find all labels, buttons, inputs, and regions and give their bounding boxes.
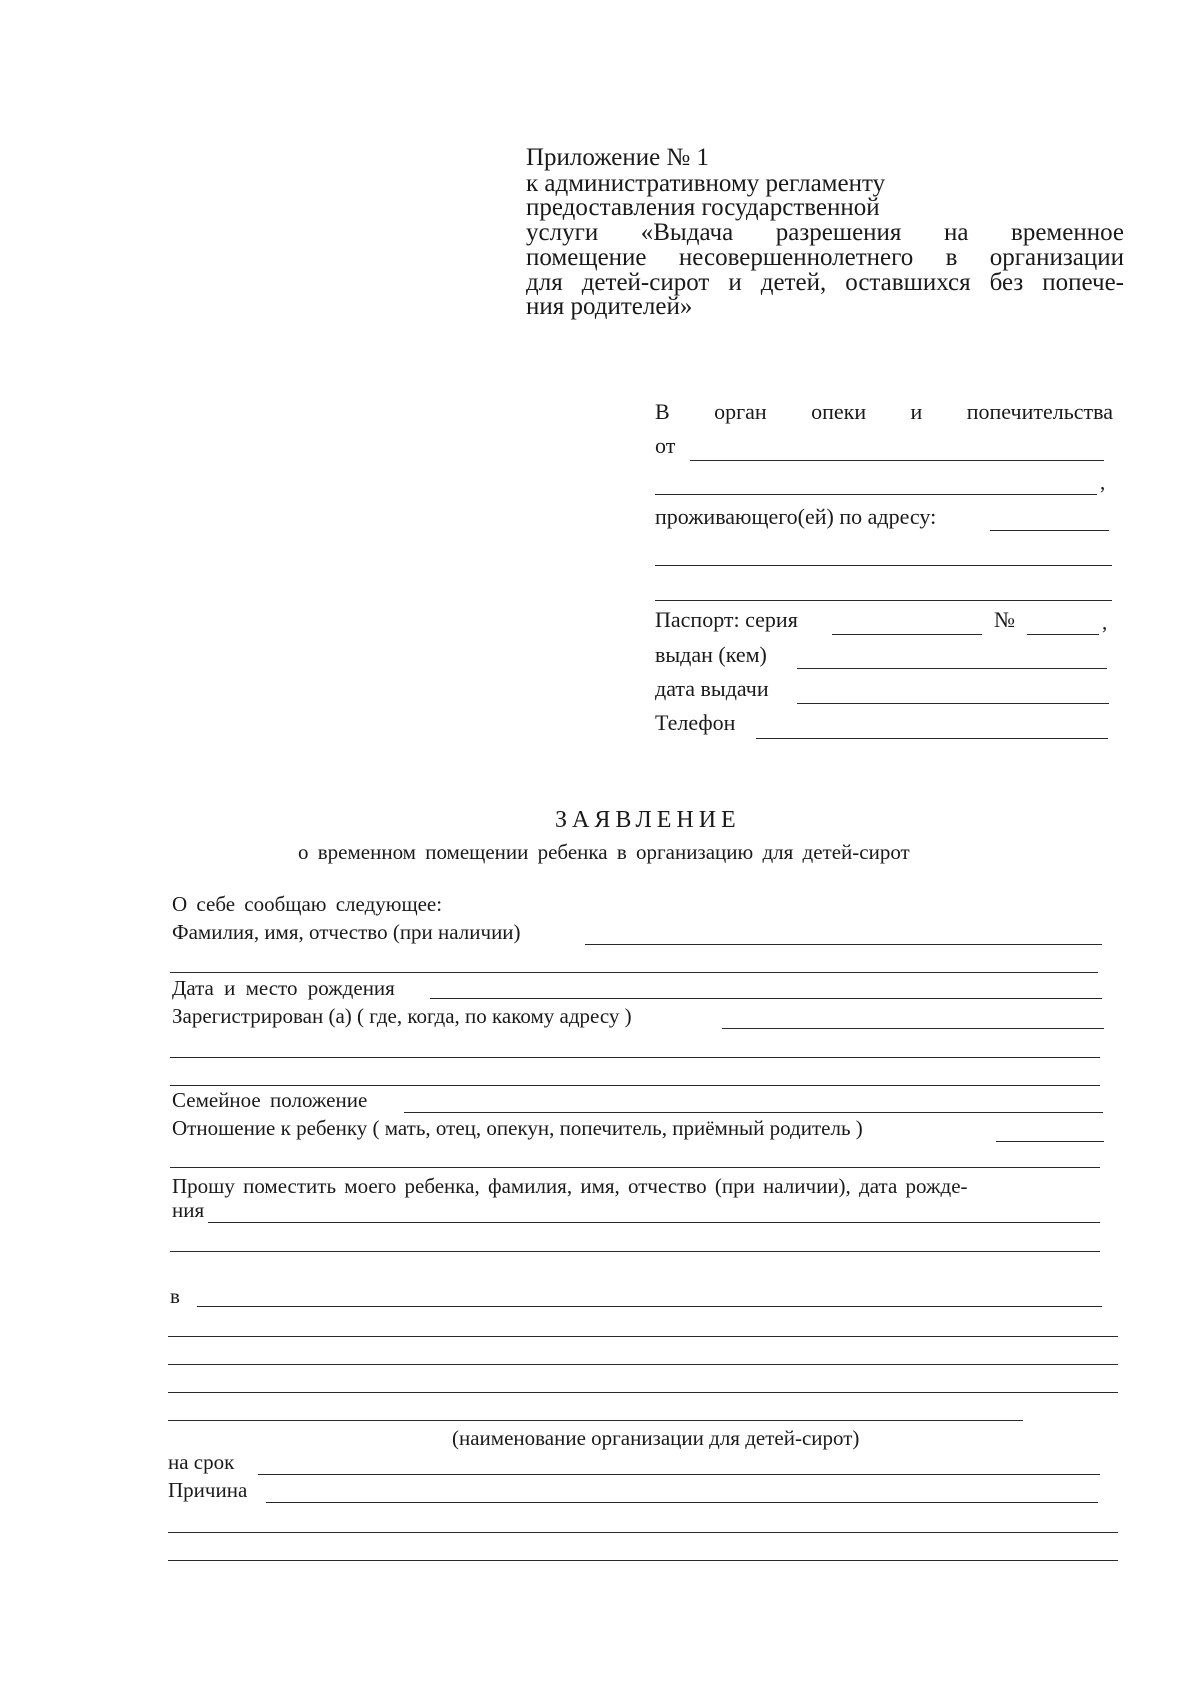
reason-field[interactable] [266, 1502, 1098, 1503]
comma: , [1102, 610, 1108, 634]
in-label: в [170, 1284, 180, 1308]
birth-field[interactable] [430, 998, 1102, 999]
term-label: на срок [168, 1450, 235, 1474]
appendix-line: к административному регламенту [526, 170, 886, 197]
reason-label: Причина [168, 1478, 248, 1502]
intro-text: О себе сообщаю следующее: [172, 892, 443, 916]
document-title: ЗАЯВЛЕНИЕ [555, 807, 741, 833]
marital-label: Семейное положение [172, 1088, 368, 1112]
term-field[interactable] [258, 1474, 1100, 1475]
request-text: Прошу поместить моего ребенка, фамилия, имя, отчество (при наличии), дата рожде- [172, 1174, 968, 1198]
address-field-line-2[interactable] [655, 565, 1112, 566]
address-field[interactable] [990, 530, 1109, 531]
from-field[interactable] [690, 460, 1104, 461]
issued-by-label: выдан (кем) [655, 642, 767, 667]
appendix-line: помещение несовершеннолетнего в организации [526, 244, 1124, 271]
address-field-line-3[interactable] [655, 600, 1112, 601]
relation-label: Отношение к ребенку ( мать, отец, опекун, попечитель, приёмный родитель ) [172, 1116, 863, 1140]
passport-series-label: Паспорт: серия [655, 607, 798, 632]
issue-date-field[interactable] [797, 703, 1109, 704]
passport-number-field[interactable] [1027, 634, 1099, 635]
appendix-line: предоставления государственной [526, 194, 880, 221]
from-field-continued[interactable] [655, 494, 1097, 495]
issue-date-label: дата выдачи [655, 676, 769, 701]
appendix-title: Приложение № 1 [526, 144, 710, 171]
marital-field[interactable] [404, 1112, 1103, 1113]
registered-field[interactable] [722, 1028, 1104, 1029]
organization-field-line-2[interactable] [168, 1336, 1118, 1337]
organization-field-line-3[interactable] [168, 1364, 1118, 1365]
reason-field-line-2[interactable] [168, 1532, 1118, 1533]
registered-field-line-2[interactable] [170, 1057, 1100, 1058]
fio-label: Фамилия, имя, отчество (при наличии) [172, 920, 521, 944]
phone-label: Телефон [655, 710, 736, 735]
registered-field-line-3[interactable] [170, 1085, 1100, 1086]
organization-field-line-5[interactable] [168, 1420, 1023, 1421]
addressee-to: В орган опеки и попечительства [655, 399, 1113, 424]
from-label: от [655, 433, 676, 458]
issued-by-field[interactable] [797, 668, 1107, 669]
appendix-line: услуги «Выдача разрешения на временное [526, 219, 1124, 246]
address-label: проживающего(ей) по адресу: [655, 504, 937, 529]
comma: , [1100, 470, 1106, 494]
request-text-continued: ния [172, 1198, 205, 1222]
document-subtitle: о временном помещении ребенка в организацию для детей-сирот [298, 840, 910, 864]
phone-field[interactable] [756, 738, 1108, 739]
passport-number-label: № [994, 607, 1015, 632]
child-info-field[interactable] [208, 1222, 1100, 1223]
relation-field-line-2[interactable] [170, 1167, 1100, 1168]
organization-field[interactable] [197, 1306, 1102, 1307]
fio-field-line-2[interactable] [170, 972, 1098, 973]
appendix-line: ния родителей» [526, 293, 693, 320]
reason-field-line-3[interactable] [168, 1560, 1118, 1561]
organization-field-line-4[interactable] [168, 1392, 1118, 1393]
relation-field[interactable] [996, 1141, 1104, 1142]
organization-caption: (наименование организации для детей-сирот) [452, 1426, 860, 1450]
appendix-line: для детей-сирот и детей, оставшихся без попече- [526, 269, 1124, 296]
registered-label: Зарегистрирован (а) ( где, когда, по какому адресу ) [172, 1004, 632, 1028]
fio-field[interactable] [585, 944, 1102, 945]
child-info-field-line-2[interactable] [170, 1251, 1100, 1252]
passport-series-field[interactable] [832, 634, 982, 635]
birth-label: Дата и место рождения [172, 976, 395, 1000]
